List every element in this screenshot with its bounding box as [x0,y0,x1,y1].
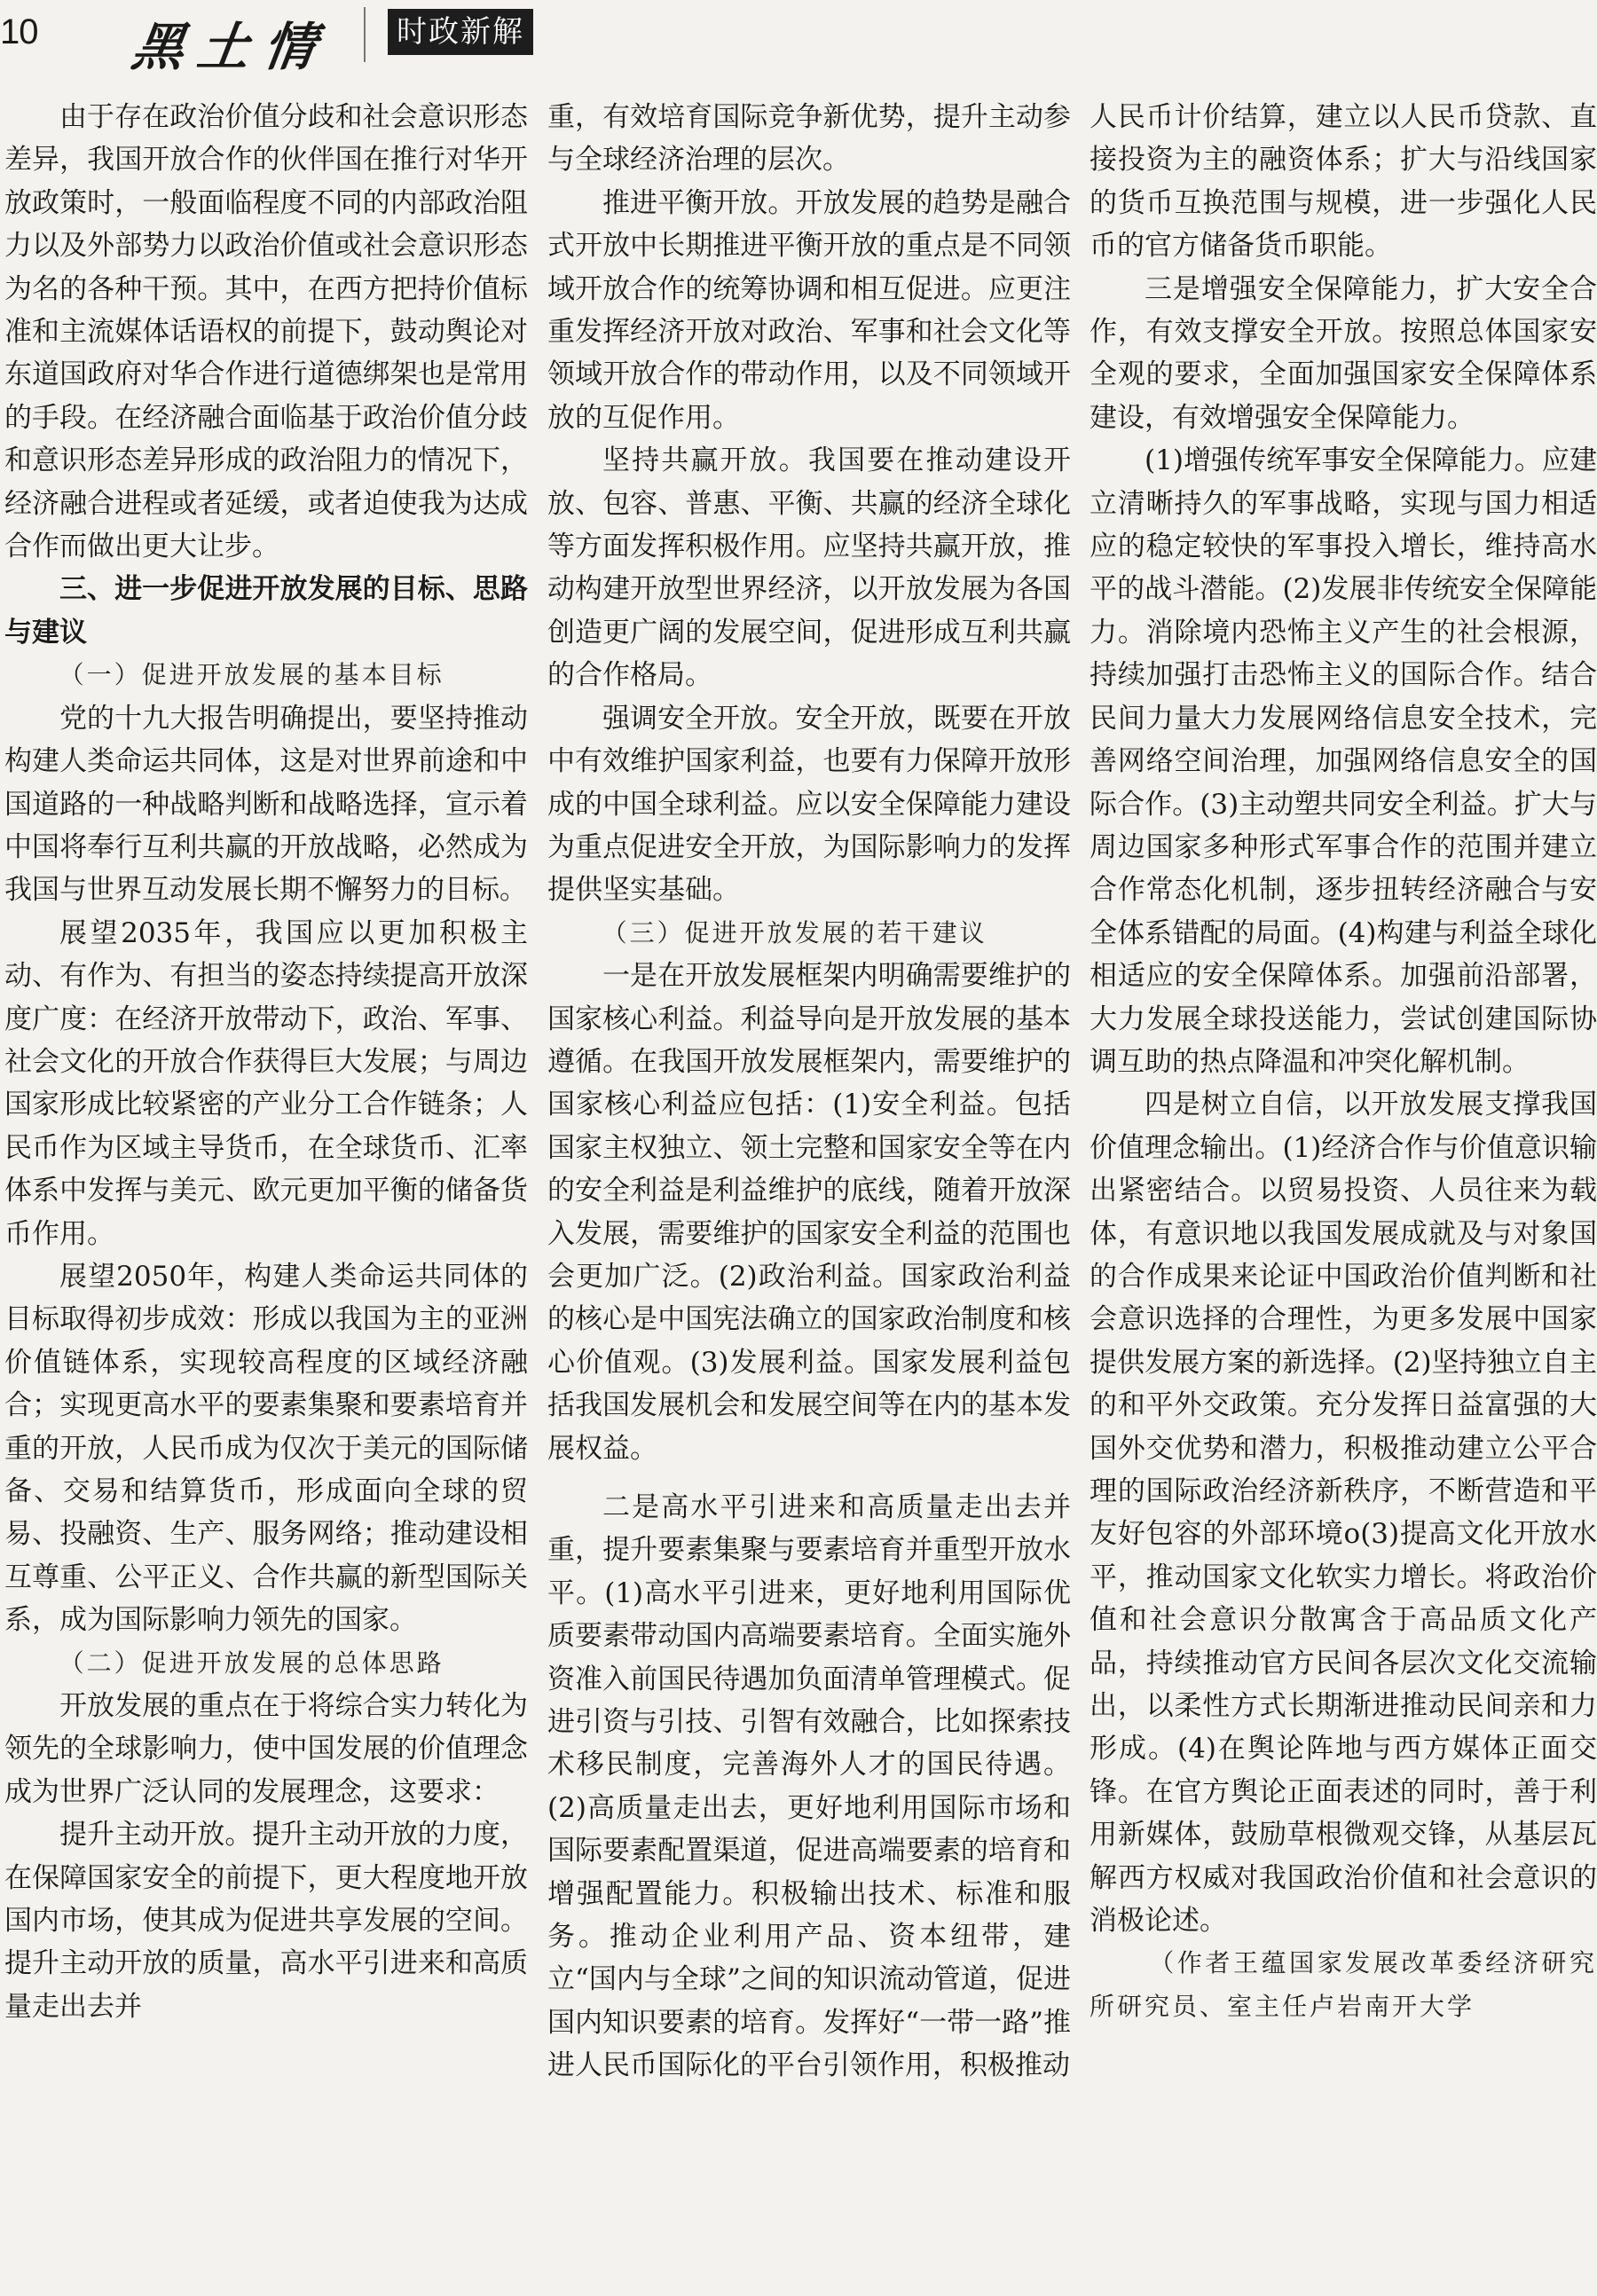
article-column-3 [1090,96,1597,2296]
paragraph: (1)增强传统军事安全保障能力。应建立清晰持久的军事战略，实现与国力相适应的稳定较快的军事投入增长，维持高水平的战斗潜能。(2)发展非传统安全保障能力。消除境内恐怖主义产生的社会根源，持续加强打击恐怖主义的国际合作。结合民间力量大力发展网络信息安全技术，完善网络空间治理，加强网络信息安全的国际合作。(3)主动塑共同安全利益。扩大与周边国家多种形式军事合作的范围并建立合作常态化机制，逐步扭转经济融合与安全体系错配的局面。(4)构建与利益全球化相适应的安全保障体系。加强前沿部署，大力发展全球投送能力，尝试创建国际协调互助的热点降温和冲突化解机制。 [1090,444,1597,1078]
article-column-2 [547,96,1071,2296]
paragraph: 一是在开放发展框架内明确需要维护的国家核心利益。利益导向是开放发展的基本遵循。在我国开放发展框架内，需要维护的国家核心利益应包括：(1)安全利益。包括国家主权独立、领土完整和国家安全等在内的安全利益是利益维护的底线，随着开放深入发展，需要维护的国家安全利益的范围也会更加广泛。(2)政治利益。国家政治利益的核心是中国宪法确立的国家政治制度和核心价值观。(3)发展利益。国家发展利益包括我国发展机会和发展空间等在内的基本发展权益。 [547,960,1071,1465]
paragraph: 开放发展的重点在于将综合实力转化为领先的全球影响力，使中国发展的价值理念成为世界广泛认同的发展理念，这要求： [4,1690,528,1808]
paragraph-continued: 人民币计价结算，建立以人民币贷款、直接投资为主的融资体系；扩大与沿线国家的货币互换范围与规模，进一步强化人民币的官方储备货币职能。 [1090,101,1597,263]
paragraph: 提升主动开放。提升主动开放的力度，在保障国家安全的前提下，更大程度地开放国内市场，使其成为促进共享发展的空间。提升主动开放的质量，高水平引进来和高质量走出去并 [4,1819,528,2023]
paragraph: 由于存在政治价值分歧和社会意识形态差异，我国开放合作的伙伴国在推行对华开放政策时，一般面临程度不同的内部政治阻力以及外部势力以政治价值或社会意识形态为名的各种干预。其中，在西方把持价值标准和主流媒体话语权的前提下，鼓动舆论对东道国政府对华合作进行道德绑架也是常用的手段。在经济融合面临基于政治价值分歧和意识形态差异形成的政治阻力的情况下，经济融合进程或者延缓，或者迫使我为达成合作而做出更大让步。 [4,101,528,563]
paragraph: 展望2035年，我国应以更加积极主动、有作为、有担当的姿态持续提高开放深度广度：在经济开放带动下，政治、军事、社会文化的开放合作获得巨大发展；与周边国家形成比较紧密的产业分工合作链条；人民币作为区域主导货币，在全球货币、汇率体系中发挥与美元、欧元更加平衡的储备货币作用。 [4,916,528,1250]
subsection-heading: （二）促进开放发展的总体思路 [59,1647,444,1678]
paragraph: 二是高水平引进来和高质量走出去并重，提升要素集聚与要素培育并重型开放水平。(1)高水平引进来，更好地利用国际优质要素带动国内高端要素培育。全面实施外资准入前国民待遇加负面清单管理模式。促进引资与引技、引智有效融合，比如探索技术移民制度，完善海外人才的国民待遇。(2)高质量走出去，更好地利用国际市场和国际要素配置渠道，促进高端要素的培育和增强配置能力。积极输出技术、标准和服务。推动企业利用产品、资本纽带，建立“国内与全球”之间的知识流动管道，促进国内知识要素的培育。发挥好“一带一路”推进人民币国际化的平台引领作用，积极推动 [547,1491,1071,2082]
subsection-heading: （三）促进开放发展的若干建议 [602,917,987,947]
paragraph: 展望2050年，构建人类命运共同体的目标取得初步成效：形成以我国为主的亚洲价值链体系，实现较高程度的区域经济融合；实现更高水平的要素集聚和要素培育并重的开放，人民币成为仅次于美元的国际储备、交易和结算货币，形成面向全球的贸易、投融资、生产、服务网络；推动建设相互尊重、公平正义、合作共赢的新型国际关系，成为国际影响力领先的国家。 [4,1260,528,1637]
column-tag: 时政新解 [388,9,533,55]
paragraph: 推进平衡开放。开放发展的趋势是融合式开放中长期推进平衡开放的重点是不同领域开放合作的统筹协调和相互促进。应更注重发挥经济开放对政治、军事和社会文化等领域开放合作的带动作用，以及不同领域开放的互促作用。 [547,186,1071,434]
subsection-heading: （一）促进开放发展的基本目标 [59,660,444,690]
author-note: （作者王蕴国家发展改革委经济研究所研究员、室主任卢岩南开大学 [1090,1948,1597,2021]
paragraph: 三是增强安全保障能力，扩大安全合作，有效支撑安全开放。按照总体国家安全观的要求，全面加强国家安全保障体系建设，有效增强安全保障能力。 [1090,272,1597,434]
section-heading: 三、进一步促进开放发展的目标、思路与建议 [4,573,528,649]
article-column-1 [4,96,528,2296]
paragraph: 党的十九大报告明确提出，要坚持推动构建人类命运共同体，这是对世界前途和中国道路的一种战略判断和战略选择，宣示着中国将奉行互利共赢的开放战略，必然成为我国与世界互动发展长期不懈努力的目标。 [4,702,528,907]
paragraph-continued: 重，有效培育国际竞争新优势，提升主动参与全球经济治理的层次。 [547,101,1071,177]
header-divider [364,7,366,62]
paragraph: 四是树立自信，以开放发展支撑我国价值理念输出。(1)经济合作与价值意识输出紧密结合。以贸易投资、人员往来为载体，有意识地以我国发展成就及与对象国的合作成果来论证中国政治价值判断和社会意识选择的合理性，为更多发展中国家提供发展方案的新选择。(2)坚持独立自主的和平外交政策。充分发挥日益富强的大国外交优势和潜力，积极推动建立公平合理的国际政治经济新秩序，不断营造和平友好包容的外部环境o(3)提高文化开放水平，推动国家文化软实力增长。将政治价值和社会意识分散寓含于高品质文化产品，持续推动官方民间各层次文化交流输出，以柔性方式长期渐进推动民间亲和力形成。(4)在舆论阵地与西方媒体正面交锋。在官方舆论正面表述的同时，善于利用新媒体，鼓励草根微观交锋，从基层瓦解西方权威对我国政治价值和社会意识的消极论述。 [1090,1089,1597,1938]
paragraph: 强调安全开放。安全开放，既要在开放中有效维护国家利益，也要有力保障开放形成的中国全球利益。应以安全保障能力建设为重点促进安全开放，为国际影响力的发挥提供坚实基础。 [547,702,1071,907]
page-header [0,0,1597,77]
page-number: 10 [0,12,38,51]
magazine-logo: 黑土情 [128,17,334,77]
paragraph: 坚持共赢开放。我国要在推动建设开放、包容、普惠、平衡、共赢的经济全球化等方面发挥积极作用。应坚持共赢开放，推动构建开放型世界经济，以开放发展为各国创造更广阔的发展空间，促进形成互利共赢的合作格局。 [547,444,1071,692]
